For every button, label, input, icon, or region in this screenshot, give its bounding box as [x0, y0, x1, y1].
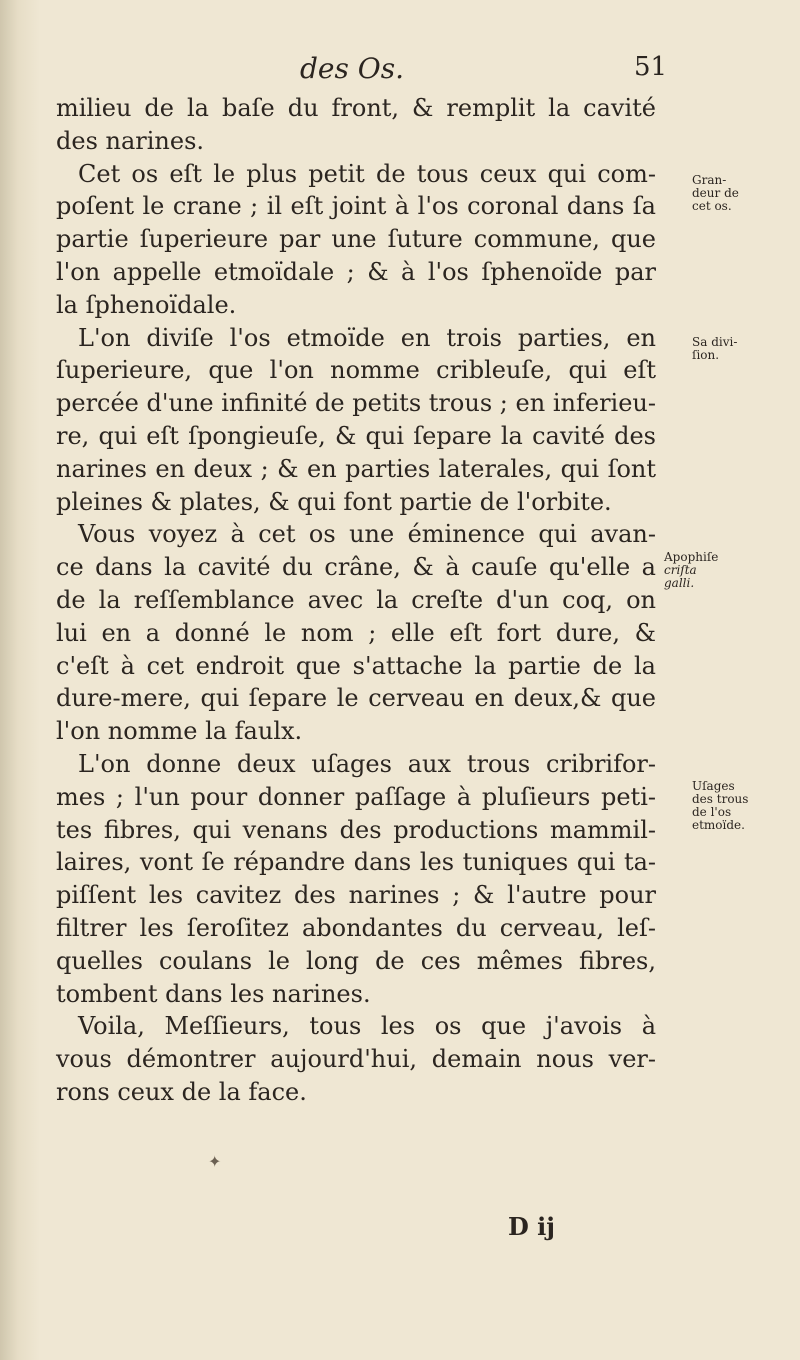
text-line: Voila, Meſſieurs, tous les os que j'avois à	[78, 1012, 656, 1041]
text-line: L'on donne deux uſages aux trous cribrifor-	[78, 749, 656, 778]
text-line: percée d'une infinité de petits trous ; en inferieu-	[56, 389, 656, 418]
text-line: narines en deux ; & en parties laterales, qui ſont	[56, 454, 656, 483]
margin-note: Sa divi- ſion.	[692, 335, 738, 362]
text-line: la ſphenoïdale.	[56, 290, 237, 319]
text-line: poſent le crane ; il eſt joint à l'os coronal dans ſa	[56, 192, 656, 221]
text-line: l'on nomme la faulx.	[56, 717, 303, 746]
text-line: milieu de la baſe du front, & remplit la cavité	[56, 94, 656, 122]
text-line: L'on diviſe l'os etmoïde en trois parties, en	[78, 323, 656, 352]
text-line: c'eſt à cet endroit que s'attache la partie de la	[56, 651, 656, 680]
text-line: l'on appelle etmoïdale ; & à l'os ſphenoïde par	[56, 257, 656, 286]
signature-mark: D ij	[508, 1212, 555, 1241]
text-line: des narines.	[56, 126, 205, 155]
ink-speck: ✦	[208, 1152, 222, 1171]
text-line: rons ceux de la face.	[56, 1077, 307, 1106]
margin-note: Uſages des trous de l'os etmoïde.	[692, 779, 749, 832]
text-line: piſſent les cavitez des narines ; & l'autre pour	[56, 881, 656, 910]
text-line: tombent dans les narines.	[56, 979, 371, 1008]
text-line: re, qui eſt ſpongieuſe, & qui ſepare la cavité des	[56, 421, 656, 450]
body-text	[56, 92, 656, 1109]
text-line: pleines & plates, & qui font partie de l'orbite.	[56, 487, 612, 516]
text-line: tes fibres, qui venans des productions mammil-	[56, 815, 656, 844]
text-line: Cet os eſt le plus petit de tous ceux qui com-	[78, 159, 656, 188]
text-line: de la reſſemblance avec la creſte d'un coq, on	[56, 585, 656, 614]
text-line: filtrer les ſeroſitez abondantes du cerveau, leſ-	[56, 913, 656, 942]
text-line: lui en a donné le nom ; elle eſt fort dure, &	[56, 618, 656, 647]
margin-note: Gran- deur de cet os.	[692, 173, 739, 213]
text-line: dure-mere, qui ſepare le cerveau en deux,& que	[56, 684, 656, 713]
running-head: des Os.	[300, 52, 404, 85]
text-line: quelles coulans le long de ces mêmes fibres,	[56, 946, 656, 975]
text-line: vous démontrer aujourd'hui, demain nous ver-	[56, 1045, 656, 1074]
text-line: partie ſuperieure par une ſuture commune, que	[56, 225, 656, 254]
margin-note: Apophiſe criſta galli.	[664, 550, 719, 590]
text-line: laires, vont ſe répandre dans les tuniques qui ta-	[56, 848, 656, 877]
text-line: mes ; l'un pour donner paſſage à pluſieurs peti-	[56, 782, 656, 811]
text-line: Vous voyez à cet os une éminence qui avan-	[78, 520, 656, 549]
page-number: 51	[634, 52, 668, 82]
text-line: ſuperieure, que l'on nomme cribleuſe, qui eſt	[56, 356, 656, 385]
text-line: ce dans la cavité du crâne, & à cauſe qu'elle a	[56, 553, 656, 582]
